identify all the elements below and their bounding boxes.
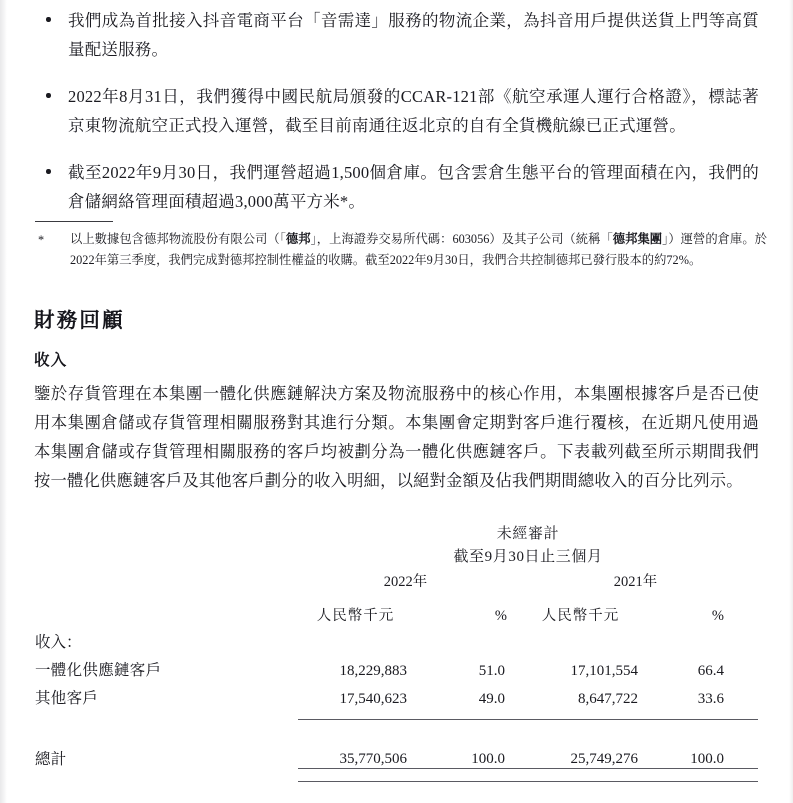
table-header-unit-row bbox=[0, 591, 793, 625]
dbl-c3 bbox=[513, 769, 648, 782]
rule-c1 bbox=[298, 708, 413, 720]
rule-c4 bbox=[648, 708, 758, 720]
row-pct-2022: 51.0 bbox=[478, 663, 505, 679]
footnote bbox=[0, 229, 793, 271]
header-empty-cell bbox=[0, 543, 298, 566]
total-pad bbox=[758, 738, 793, 769]
header-unit-current: 人民幣千元 bbox=[316, 608, 395, 624]
header-empty-cell bbox=[0, 520, 298, 543]
section-heading: 財務回顧 bbox=[34, 309, 125, 332]
total-label: 總計 bbox=[35, 750, 67, 768]
row-label: 一體化供應鏈客戶 bbox=[35, 662, 162, 679]
total-amount-2022: 35,770,506 bbox=[339, 751, 407, 767]
table-spacer-row bbox=[0, 720, 793, 739]
row-pct-2021: 66.4 bbox=[697, 663, 724, 679]
row-amount-2021: 17,101,554 bbox=[570, 663, 638, 679]
row-pct-2022: 49.0 bbox=[478, 691, 505, 707]
table-header-audit-row bbox=[0, 520, 793, 543]
spacer-cell bbox=[758, 720, 793, 739]
spacer-cell bbox=[298, 720, 413, 739]
spacer-cell bbox=[0, 720, 298, 739]
row-caption-c3 bbox=[513, 625, 648, 652]
table-row-caption bbox=[0, 625, 793, 652]
footnote-text-part2: 」，上海證券交易所代碼：603056）及其子公司（統稱「 bbox=[310, 232, 613, 246]
row-caption-label: 收入： bbox=[35, 634, 82, 651]
bullet-list bbox=[0, 6, 793, 234]
header-pct-prior: % bbox=[711, 608, 724, 624]
rule-label-cell bbox=[0, 708, 298, 720]
revenue-table-container bbox=[0, 520, 793, 782]
header-pct-current: % bbox=[494, 608, 507, 624]
row-caption-c1 bbox=[298, 625, 413, 652]
header-unit-prior: 人民幣千元 bbox=[541, 608, 620, 624]
total-amount-2021: 25,749,276 bbox=[570, 751, 638, 767]
sub-heading: 收入 bbox=[34, 352, 68, 369]
footnote-divider bbox=[35, 221, 113, 222]
total-pct-2021: 100.0 bbox=[690, 751, 724, 767]
bullet-dot-icon bbox=[46, 17, 51, 22]
rule-c2 bbox=[413, 708, 513, 720]
row-amount-2022: 18,229,883 bbox=[339, 663, 407, 679]
header-empty-cell bbox=[0, 566, 298, 591]
row-caption-c2 bbox=[413, 625, 513, 652]
header-pad-cell bbox=[758, 543, 793, 566]
footnote-text-part3: 」）運營的倉庫。於2022年第三季度，我們完成對德邦控制性權益的收購。截至2022年9月30日，我們合共控制德邦已發行股本的約72%。 bbox=[70, 232, 767, 267]
rule-pad bbox=[758, 708, 793, 720]
header-year-current: 2022年 bbox=[383, 574, 428, 590]
rule-c3 bbox=[513, 708, 648, 720]
total-pct-2022: 100.0 bbox=[471, 751, 505, 767]
spacer-cell bbox=[648, 720, 758, 739]
list-item bbox=[0, 158, 793, 216]
row-caption-c4 bbox=[648, 625, 758, 652]
footnote-bold-debang: 德邦 bbox=[285, 232, 311, 246]
table-total-double-rule bbox=[0, 769, 793, 782]
row-caption-pad bbox=[758, 625, 793, 652]
row-label: 其他客戶 bbox=[35, 690, 99, 707]
row-amount-2021: 8,647,722 bbox=[578, 691, 638, 707]
revenue-table bbox=[0, 520, 793, 782]
bullet-text: 截至2022年9月30日，我們運營超過1,500個倉庫。包含雲倉生態平台的管理面積在內，我們的倉儲網絡管理面積超過3,000萬平方米*。 bbox=[68, 163, 759, 211]
bullet-text: 2022年8月31日，我們獲得中國民航局頒發的CCAR-121部《航空承運人運行合格證》，標誌著京東物流航空正式投入運營，截至目前南通往返北京的自有全貨機航線已正式運營。 bbox=[68, 87, 759, 135]
header-audit-status: 未經審計 bbox=[496, 526, 560, 542]
list-item bbox=[0, 6, 793, 64]
header-pad-cell bbox=[758, 520, 793, 543]
header-pad-cell bbox=[758, 591, 793, 625]
header-year-prior: 2021年 bbox=[613, 574, 658, 590]
table-subtotal-rule bbox=[0, 708, 793, 720]
header-period: 截至9月30日止三個月 bbox=[453, 549, 603, 565]
footnote-text-part1: 以上數據包含德邦物流股份有限公司（「 bbox=[70, 232, 286, 246]
header-pad-cell bbox=[758, 566, 793, 591]
footnote-bold-debang-group: 德邦集團 bbox=[612, 232, 663, 246]
table-header-period-row bbox=[0, 543, 793, 566]
revenue-table-body bbox=[0, 625, 793, 782]
table-row bbox=[0, 652, 793, 680]
bullet-text: 我們成為首批接入抖音電商平台「音需達」服務的物流企業，為抖音用戶提供送貨上門等高質量配送服務。 bbox=[68, 11, 759, 59]
row-pct-2021: 33.6 bbox=[697, 691, 724, 707]
footnote-marker: * bbox=[38, 233, 45, 247]
dbl-c1 bbox=[298, 769, 413, 782]
list-item bbox=[0, 82, 793, 140]
row-amount-2022: 17,540,623 bbox=[339, 691, 407, 707]
row-pad bbox=[758, 680, 793, 708]
spacer-cell bbox=[513, 720, 648, 739]
dbl-c2 bbox=[413, 769, 513, 782]
dbl-pad bbox=[758, 769, 793, 782]
header-empty-cell bbox=[0, 591, 298, 625]
dbl-label-cell bbox=[0, 769, 298, 782]
body-paragraph: 鑒於存貨管理在本集團一體化供應鏈解決方案及物流服務中的核心作用，本集團根據客戶是否已使用本集團倉儲或存貨管理相關服務對其進行分類。本集團會定期對客戶進行覆核，在近期凡使用過本集團倉儲或存貨管理相關服務的客戶均被劃分為一體化供應鏈客戶。下表載列截至所示期間我們按一體化供應鏈客戶及其他客戶劃分的收入明細，以絕對金額及佔我們期間總收入的百分比列示。 bbox=[34, 384, 759, 490]
table-row bbox=[0, 680, 793, 708]
table-header-year-row bbox=[0, 566, 793, 591]
revenue-table-header bbox=[0, 520, 793, 625]
bullet-dot-icon bbox=[46, 169, 51, 174]
spacer-cell bbox=[413, 720, 513, 739]
dbl-c4 bbox=[648, 769, 758, 782]
table-total-row bbox=[0, 738, 793, 769]
bullet-dot-icon bbox=[46, 93, 51, 98]
row-pad bbox=[758, 652, 793, 680]
